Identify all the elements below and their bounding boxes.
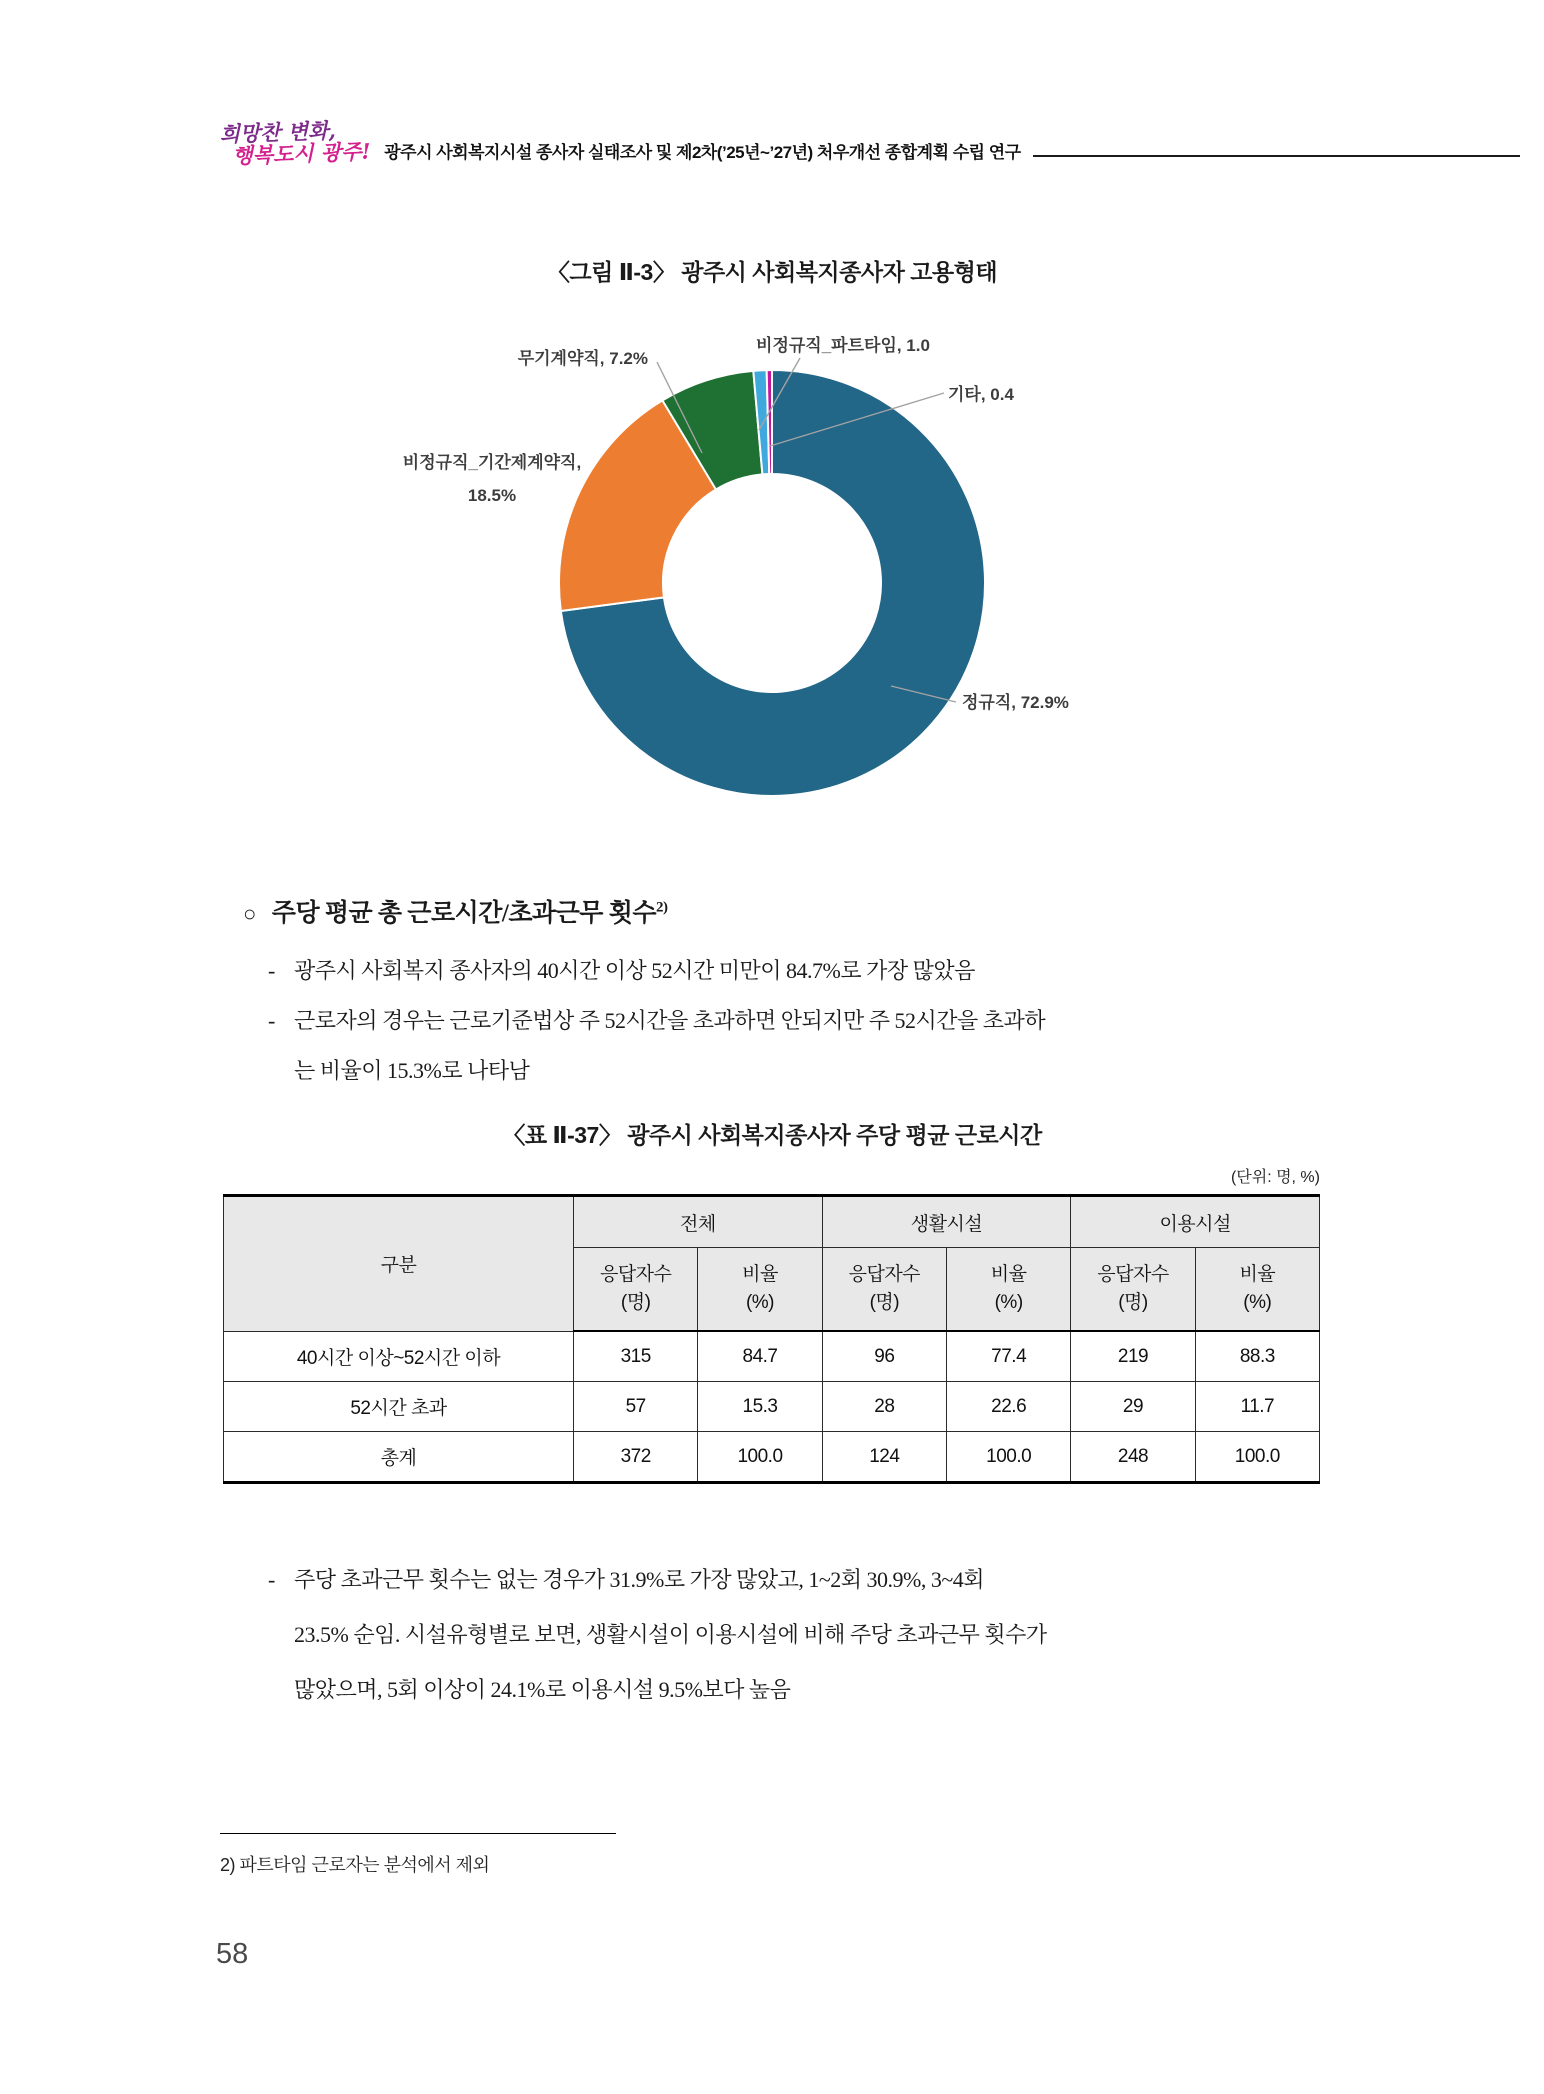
figure-title: 〈그림 Ⅱ-3〉 광주시 사회복지종사자 고용형태 — [546, 259, 998, 285]
table-row — [224, 1432, 1320, 1483]
value-cell: 219 — [1071, 1331, 1195, 1382]
subcol-bottom: (%) — [745, 1292, 775, 1313]
chart-container — [322, 318, 1222, 878]
table-title: 〈표 Ⅱ-37〉 광주시 사회복지종사자 주당 평균 근로시간 — [502, 1122, 1042, 1148]
table-row — [224, 1382, 1320, 1432]
column-header-residential: 생활시설 — [822, 1196, 1071, 1248]
page-number: 58 — [216, 1938, 249, 1970]
circle-bullet-icon: ○ — [243, 901, 256, 926]
table-row — [224, 1331, 1320, 1382]
footnote-rule — [220, 1833, 616, 1834]
column-header-community: 이용시설 — [1071, 1196, 1320, 1248]
footnote-text: 2) 파트타임 근로자는 분석에서 제외 — [220, 1855, 490, 1875]
subcol-top: 비율 — [1239, 1263, 1276, 1285]
value-cell: 100.0 — [946, 1432, 1070, 1483]
subcol-header — [822, 1248, 946, 1332]
dash-bullet-icon: - — [268, 1008, 275, 1033]
bullet-text: 광주시 사회복지 종사자의 40시간 이상 52시간 미만이 84.7%로 가장 많았음 — [294, 958, 975, 983]
subcol-bottom: (%) — [1243, 1292, 1272, 1313]
paragraph-line: 많았으며, 5회 이상이 24.1%로 이용시설 9.5%보다 높음 — [294, 1677, 791, 1702]
value-cell: 77.4 — [946, 1331, 1070, 1382]
subcol-top: 응답자수 — [848, 1263, 921, 1285]
subcol-top: 응답자수 — [1097, 1263, 1169, 1285]
table-body — [224, 1331, 1320, 1483]
subcol-header — [574, 1248, 698, 1332]
subcol-top: 응답자수 — [599, 1263, 672, 1285]
row-label-cell: 40시간 이상~52시간 이하 — [224, 1331, 574, 1382]
dash-bullet-icon: - — [268, 1567, 275, 1592]
value-cell: 248 — [1071, 1432, 1195, 1483]
value-cell: 11.7 — [1195, 1382, 1319, 1432]
value-cell: 15.3 — [698, 1382, 822, 1432]
gwangju-city-logo — [167, 118, 371, 169]
value-cell: 88.3 — [1195, 1331, 1319, 1382]
value-cell: 29 — [1071, 1382, 1195, 1432]
chart-label: 기타, 0.4 — [948, 385, 1014, 404]
subcol-top: 비율 — [990, 1263, 1027, 1285]
subcol-header — [946, 1248, 1070, 1332]
subcol-top: 비율 — [742, 1263, 778, 1285]
value-cell: 84.7 — [698, 1331, 822, 1382]
paragraph-line: 23.5% 순임. 시설유형별로 보면, 생활시설이 이용시설에 비해 주당 초과근무 횟수가 — [294, 1622, 1047, 1647]
value-cell: 315 — [574, 1331, 698, 1382]
logo-line-1: 희망찬 변화, — [219, 117, 337, 147]
dash-bullet-icon: - — [268, 958, 275, 983]
subcol-bottom: (명) — [869, 1292, 900, 1313]
footnote-reference: 2) — [656, 899, 668, 916]
chart-label: 무기계약직, 7.2% — [517, 349, 648, 368]
subcol-bottom: (명) — [1118, 1292, 1148, 1313]
value-cell: 100.0 — [698, 1432, 822, 1483]
value-cell: 100.0 — [1195, 1432, 1319, 1483]
section-heading-text: 주당 평균 총 근로시간/초과근무 횟수 — [271, 900, 656, 927]
paragraph-line: 주당 초과근무 횟수는 없는 경우가 31.9%로 가장 많았고, 1~2회 30.9%, 3~4회 — [294, 1567, 985, 1592]
list-item — [268, 946, 1414, 996]
subcol-header — [1071, 1248, 1195, 1332]
paragraph-lines — [268, 1552, 1424, 1717]
employment-donut-chart — [322, 318, 1222, 878]
bullet-text: 근로자의 경우는 근로기준법상 주 52시간을 초과하면 안되지만 주 52시간을 초과하 — [294, 1008, 1046, 1033]
logo-line-2: 행복도시 광주! — [231, 138, 371, 169]
subcol-header — [698, 1248, 822, 1332]
subcol-header — [1195, 1248, 1319, 1332]
subcol-bottom: (%) — [994, 1292, 1023, 1313]
value-cell: 57 — [574, 1382, 698, 1432]
column-header-total: 전체 — [574, 1196, 823, 1248]
value-cell: 124 — [822, 1432, 946, 1483]
bullet-list — [268, 946, 1414, 1096]
value-cell: 96 — [822, 1331, 946, 1382]
bullet-text: 는 비율이 15.3%로 나타남 — [294, 1058, 530, 1083]
closing-paragraph — [268, 1552, 1424, 1717]
running-head-title: 광주시 사회복지시설 종사자 실태조사 및 제2차(’25년~’27년) 처우개선 종합계획 수립 연구 — [384, 143, 1021, 163]
unit-note: (단위: 명, %) — [1230, 1169, 1320, 1186]
table-header-row-groups — [224, 1196, 1320, 1248]
value-cell: 28 — [822, 1382, 946, 1432]
page-header — [168, 117, 1520, 169]
value-cell: 372 — [574, 1432, 698, 1483]
chart-label: 정규직, 72.9% — [962, 693, 1069, 712]
chart-label: 비정규직_파트타임, 1.0 — [756, 336, 930, 355]
value-cell: 22.6 — [946, 1382, 1070, 1432]
table-header — [224, 1196, 1320, 1332]
working-hours-table — [223, 1194, 1320, 1484]
row-label-cell: 52시간 초과 — [224, 1382, 574, 1432]
header-rule — [1033, 155, 1520, 157]
column-header-gubun: 구분 — [224, 1196, 574, 1332]
chart-label: 비정규직_기간제계약직, 18.5% — [402, 453, 582, 505]
section-heading — [243, 893, 668, 929]
row-label-cell: 총계 — [224, 1432, 574, 1483]
subcol-bottom: (명) — [620, 1292, 651, 1313]
list-item — [268, 996, 1414, 1096]
